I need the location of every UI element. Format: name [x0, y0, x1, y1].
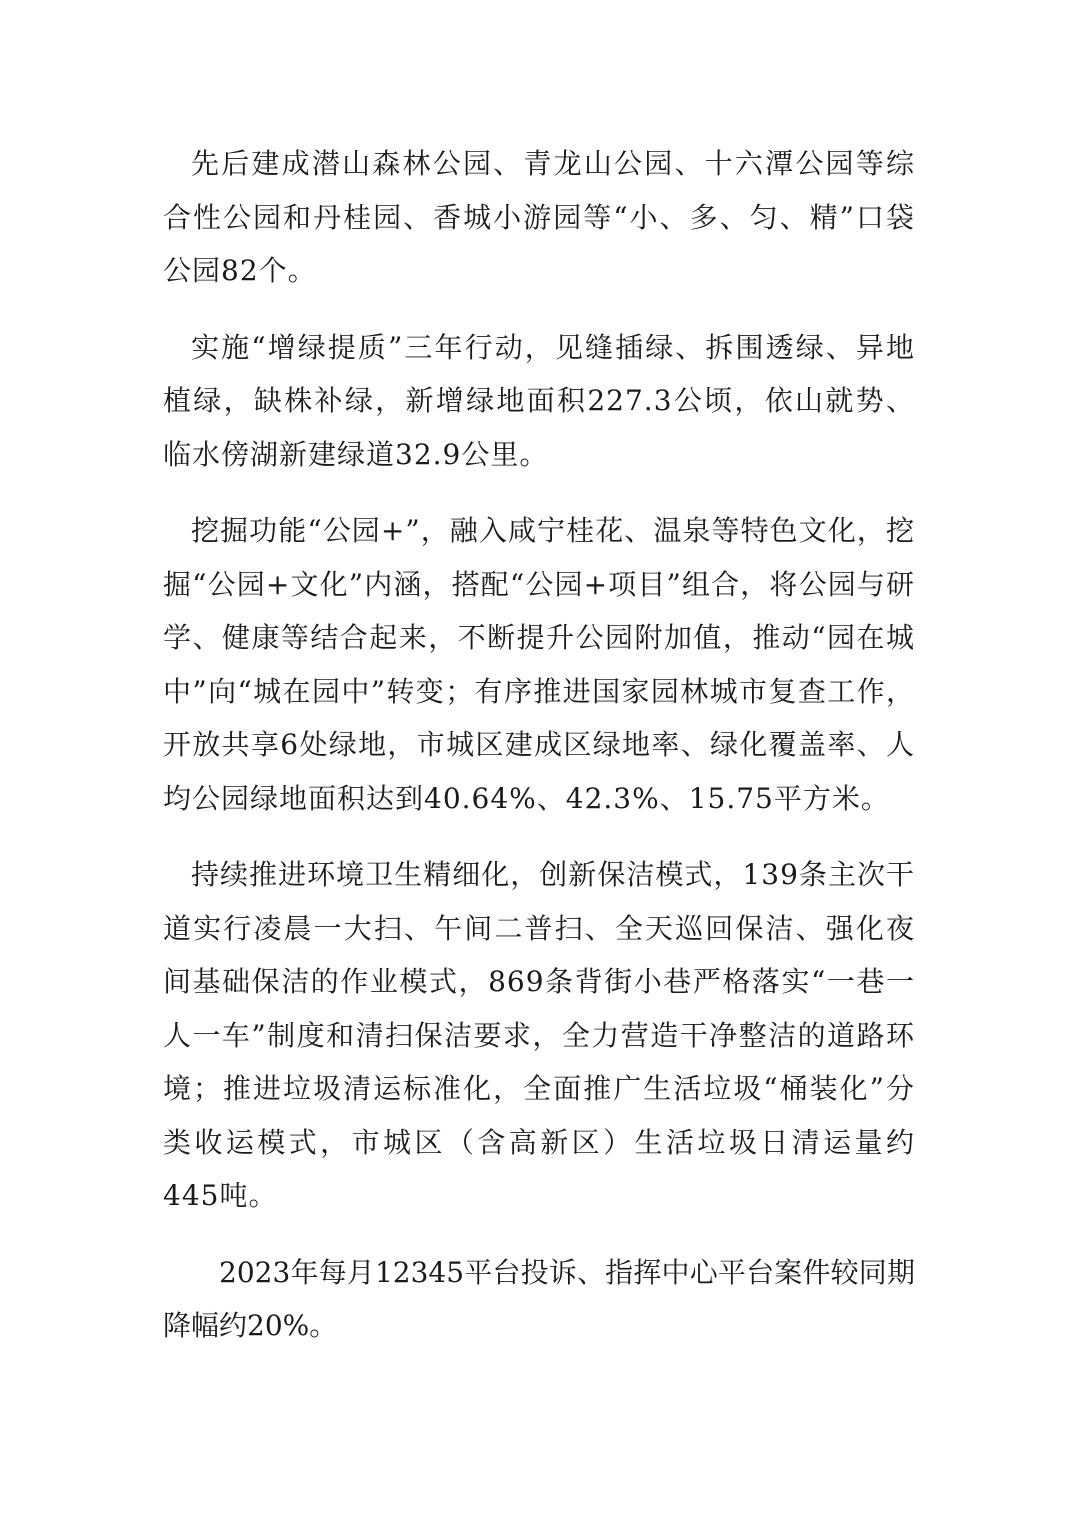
document-body — [163, 137, 915, 1376]
paragraph-greening: 实施“增绿提质”三年行动，见缝插绿、拆围透绿、异地植绿，缺株补绿，新增绿地面积227.3公顷，依山就势、临水傍湖新建绿道32.9公里。 — [163, 330, 915, 471]
paragraph-complaints: 2023年每月12345平台投诉、指挥中心平台案件较同期降幅约20%。 — [163, 1255, 915, 1342]
paragraph-parks: 先后建成潜山森林公园、青龙山公园、十六潭公园等综合性公园和丹桂园、香城小游园等“小、多、匀、精”口袋公园82个。 — [163, 147, 915, 287]
paragraph-sanitation: 持续推进环境卫生精细化，创新保洁模式，139条主次干道实行凌晨一大扫、午间二普扫、全天巡回保洁、强化夜间基础保洁的作业模式，869条背街小巷严格落实“一巷一人一车”制度和清扫保洁要求，全力营造干净整洁的道路环境；推进垃圾清运标准化，全面推广生活垃圾“桶装化”分类收运模式，市城区（含高新区）生活垃圾日清运量约445吨。 — [163, 858, 915, 1212]
paragraph-park-plus: 挖掘功能“公园+”，融入咸宁桂花、温泉等特色文化，挖掘“公园+文化”内涵，搭配“公园+项目”组合，将公园与研学、健康等结合起来，不断提升公园附加值，推动“园在城中”向“城在园中”转变；有序推进国家园林城市复查工作，开放共享6处绿地，市城区建成区绿地率、绿化覆盖率、人均公园绿地面积达到40.64%、42.3%、15.75平方米。 — [163, 514, 915, 815]
